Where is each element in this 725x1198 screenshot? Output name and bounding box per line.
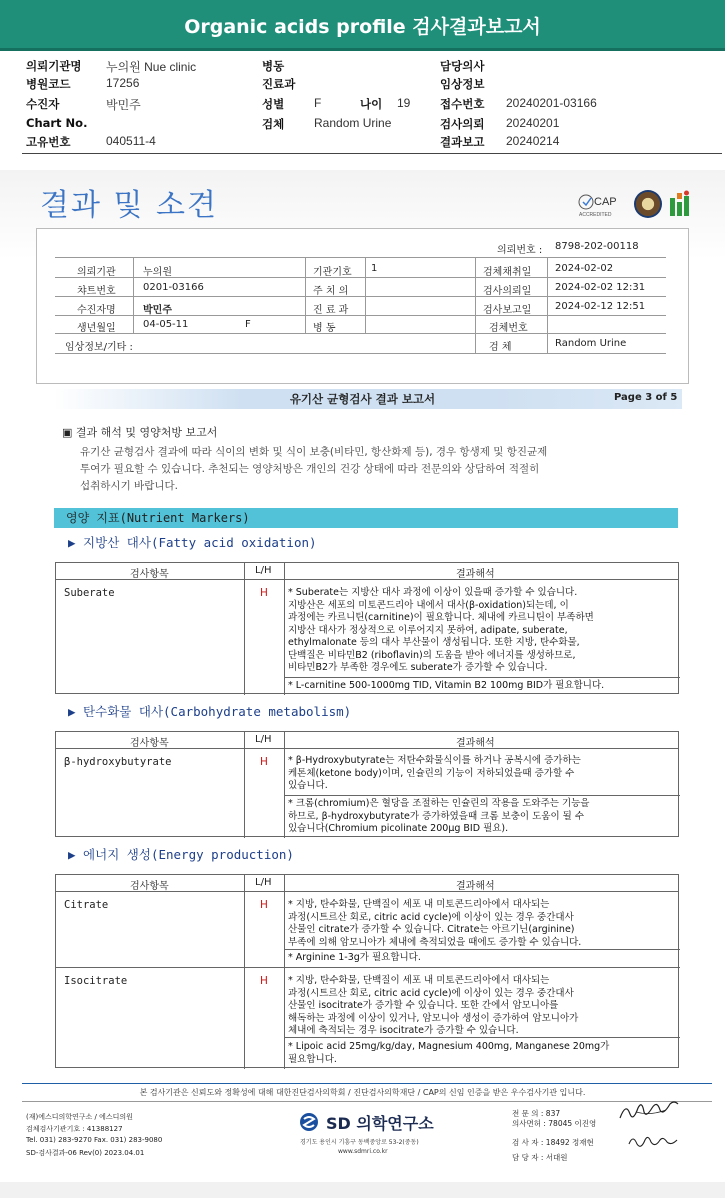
field-label: 생년월일	[77, 323, 116, 334]
field-label: 검사의뢰일	[483, 286, 532, 297]
header-value: 20240201-03166	[506, 96, 597, 110]
footer-divider	[22, 1101, 712, 1102]
signer-line: 담 당 자 : 서대원	[512, 1153, 568, 1162]
field-value: 2024-02-12 12:51	[555, 301, 646, 312]
interpretation-text: * β-Hydroxybutyrate는 저탄수화물식이를 하거나 공복시에 증가하는 케톤체(ketone body)이며, 인슐린의 기능이 저하되었을때 증가할 수 있습니다.	[288, 755, 581, 791]
intro-line: 유기산 균형검사 결과에 따라 식이의 변화 및 식이 보충(비타민, 항산화제 등), 경우 항생제 및 항진균제	[80, 446, 548, 458]
table-line	[284, 875, 285, 1069]
field-label: 수진자명	[77, 305, 116, 316]
section-title: ▶ 탄수화물 대사(Carbohydrate metabolism)	[68, 704, 352, 719]
recommendation-text: * L-carnitine 500-1000mg TID, Vitamin B2 100mg BID가 필요합니다.	[288, 680, 605, 691]
table-line	[284, 677, 680, 678]
header-value: 누의원 Nue clinic	[106, 60, 197, 74]
footer-contact: Tel. 031) 283-9270 Fax. 031) 283-9080	[26, 1136, 163, 1144]
header-item: 검사항목	[130, 569, 169, 580]
table-line	[305, 257, 306, 333]
field-value: 박민주	[143, 305, 172, 316]
specimen-label: 검 체	[489, 342, 512, 353]
header-item: 검사항목	[130, 881, 169, 892]
sd-website: www.sdmri.co.kr	[338, 1148, 388, 1155]
sd-brand-name: SD 의학연구소	[326, 1114, 434, 1133]
field-label: 검사보고일	[483, 305, 532, 316]
result-table	[55, 731, 679, 837]
field-label: 검체채취일	[483, 267, 532, 278]
clinical-info-label: 임상정보/기타 :	[65, 342, 133, 353]
intro-heading: ▣ 결과 해석 및 영양처방 보고서	[62, 426, 218, 439]
field-value: 04-05-11	[143, 319, 189, 330]
category-bar: 영양 지표(Nutrient Markers)	[54, 508, 678, 528]
request-number: 8798-202-00118	[555, 241, 639, 252]
header-label: 담당의사	[440, 59, 485, 73]
header-label: 병동	[262, 59, 285, 73]
header-value: 박민주	[106, 98, 141, 112]
signer-line: 검 사 자 : 18492 정재현	[512, 1138, 594, 1147]
table-line	[284, 732, 285, 838]
request-number-label: 의뢰번호 :	[497, 245, 543, 256]
table-line	[55, 296, 666, 297]
header-label: 수진자	[26, 97, 60, 111]
header-label: 접수번호	[440, 97, 485, 111]
header-value: 17256	[106, 76, 140, 90]
footer-divider	[22, 1083, 712, 1084]
interpretation-text: * Suberate는 지방산 대사 과정에 이상이 있을때 증가할 수 있습니다. 지방산은 세포의 미토콘드리아 내에서 대사(β-oxidation)되는데, 이 과정에는 카르니틴(carnitine)이 필요합니다. 체내에 카르니틴이 부족하면 지방산 대사가 정상적으로 이루어지지 못하여, adipate, suberate, ethylmalonate 등의 대사 부산물이 생성됩니다. 또한 지방, 탄수화물, 단백질은 비타민B2 (riboflavin)의 도움을 받아 에너지를 생성하므로, 비타민B2가 부족한 경우에도 suberate가 증가할 수 있습니다.	[288, 587, 594, 673]
banner-divider	[0, 48, 725, 51]
table-line	[55, 353, 666, 354]
table-line	[244, 732, 245, 838]
interpretation-text: * 지방, 탄수화물, 단백질이 세포 내 미토콘드리아에서 대사되는 과정(시트르산 회로, citric acid cycle)에 이상이 있는 경우 중간대사 산물인 isocitrate가 증가할 수 있습니다. 또한 간에서 암모니아를 해독하는 과정에 이상이 있거나, 암모니아 생성이 증가하여 암모니아가 체내에 축적되는 경우 isocitrate가 증가할 수 있습니다.	[288, 975, 579, 1036]
header-label: 병원코드	[26, 77, 71, 91]
field-label: 병 동	[313, 323, 336, 334]
table-header	[56, 563, 678, 580]
result-title: 결과 및 소견	[40, 188, 218, 223]
table-header	[56, 732, 678, 749]
field-label: 진 료 과	[313, 305, 349, 316]
patient-info-box	[36, 228, 689, 384]
field-value: 2024-02-02 12:31	[555, 282, 646, 293]
header-label: 임상정보	[440, 77, 485, 91]
lab-medicine-logo	[668, 190, 692, 218]
report-banner: Organic acids profile 검사결과보고서	[0, 0, 725, 50]
result-table	[55, 562, 679, 694]
table-line	[284, 563, 285, 695]
table-line	[284, 795, 680, 796]
sex-value: F	[245, 319, 251, 330]
accreditation-notice: 본 검사기관은 신뢰도와 정확성에 대해 대한진단검사의학회 / 진단검사의학재단 / CAP의 신임 인증을 받은 우수검사기관 입니다.	[139, 1088, 586, 1097]
field-label: 주 치 의	[313, 286, 349, 297]
header-item: 검사항목	[130, 738, 169, 749]
table-line	[244, 563, 245, 695]
test-item-name: Isocitrate	[64, 975, 128, 987]
header-label: 검사의뢰	[440, 117, 485, 131]
header-label: 의뢰기관명	[26, 59, 82, 73]
table-line	[284, 949, 680, 950]
high-flag: H	[260, 587, 268, 599]
test-item-name: Citrate	[64, 899, 109, 911]
header-value: F	[314, 96, 322, 110]
field-label: 의뢰기관	[77, 267, 116, 278]
header-lh: L/H	[255, 734, 272, 745]
table-header	[56, 875, 678, 892]
sd-logo-icon	[299, 1112, 325, 1132]
field-label: 기관기호	[313, 267, 352, 278]
signature-image	[616, 1100, 686, 1126]
header-label: 성별	[262, 97, 285, 111]
cap-accreditation-logo	[577, 190, 629, 220]
footer-form-id: SD-검사결과-06 Rev(0) 2023.04.01	[26, 1149, 145, 1157]
header-label: 검체	[262, 117, 285, 131]
header-lh: L/H	[255, 877, 272, 888]
table-line	[133, 257, 134, 333]
signer-line: 의사면허 : 78045 이진영	[512, 1119, 597, 1128]
header-interp: 결과해석	[456, 738, 495, 749]
header-divider	[22, 153, 722, 154]
footer-code: 검체검사기관기호 : 41388127	[26, 1125, 123, 1133]
header-value: 20240201	[506, 116, 560, 130]
header-value: 040511-4	[106, 134, 156, 148]
table-line	[475, 257, 476, 353]
cap-subtext: ACCREDITED	[579, 212, 612, 218]
intro-line: 투여가 필요할 수 있습니다. 추천되는 영양처방은 개인의 건강 상태에 따라 전문의와 상담하여 적절히	[80, 463, 540, 475]
section-title: ▶ 에너지 생성(Energy production)	[68, 847, 294, 862]
test-item-name: β-hydroxybutyrate	[64, 756, 172, 768]
cap-text: CAP	[594, 196, 617, 208]
table-line	[244, 875, 245, 1069]
signer-line: 전 문 의 : 837	[512, 1109, 561, 1118]
specimen-value: Random Urine	[555, 338, 627, 349]
signature-image	[626, 1130, 686, 1152]
footer-org: (재)에스디의학연구소 / 에스디의원	[26, 1113, 133, 1121]
recommendation-text: * Lipoic acid 25mg/kg/day, Magnesium 400mg, Manganese 20mg가 필요합니다.	[288, 1041, 610, 1065]
field-label: 챠트번호	[77, 286, 116, 297]
header-label: 고유번호	[26, 135, 71, 149]
header-interp: 결과해석	[456, 881, 495, 892]
table-line	[547, 257, 548, 353]
header-interp: 결과해석	[456, 569, 495, 580]
table-line	[56, 967, 680, 968]
report-subtitle: 유기산 균형검사 결과 보고서	[289, 392, 436, 406]
society-seal-logo	[634, 190, 662, 218]
table-line	[55, 333, 666, 334]
intro-line: 섭취하시기 바랍니다.	[80, 480, 178, 492]
page-number: Page 3 of 5	[614, 392, 678, 403]
age-label: 나이	[360, 97, 383, 111]
field-value: 누의원	[143, 267, 172, 278]
recommendation-text: * 크롬(chromium)은 혈당을 조절하는 인슐린의 작용을 도와주는 기능을 하므로, β-hydroxybutyrate가 증가하였을때 크롬 보충이 도움이 될 수 있습니다(Chromium picolinate 200μg BID 필요).	[288, 798, 590, 834]
high-flag: H	[260, 899, 268, 911]
page-bottom-strip	[0, 1182, 725, 1198]
table-line	[365, 257, 366, 333]
field-value: 0201-03166	[143, 282, 204, 293]
header-value: Random Urine	[314, 116, 392, 130]
result-table	[55, 874, 679, 1068]
intro-text	[80, 444, 660, 495]
sd-address: 경기도 용인시 기흥구 동백중앙로 53-2(중동)	[300, 1139, 419, 1146]
section-title: ▶ 지방산 대사(Fatty acid oxidation)	[68, 535, 317, 550]
header-label: 결과보고	[440, 135, 485, 149]
header-lh: L/H	[255, 565, 272, 576]
header-value: 20240214	[506, 134, 560, 148]
field-value: 2024-02-02	[555, 263, 614, 274]
recommendation-text: * Arginine 1-3g가 필요합니다.	[288, 952, 421, 963]
interpretation-text: * 지방, 탄수화물, 단백질이 세포 내 미토콘드리아에서 대사되는 과정(시트르산 회로, citric acid cycle)에 이상이 있는 경우 중간대사 산물인 citrate가 증가할 수 있습니다. Citrate는 아르기닌(arginine) 부족에 의해 암모니아가 체내에 축적되었을 때에도 증가할 수 있습니다.	[288, 899, 582, 948]
field-value: 1	[371, 263, 378, 274]
age-value: 19	[397, 96, 411, 110]
test-item-name: Suberate	[64, 587, 115, 599]
header-label: 진료과	[262, 77, 296, 91]
table-line	[55, 257, 666, 258]
field-label: 검체번호	[489, 323, 528, 334]
high-flag: H	[260, 975, 268, 987]
header-label: Chart No.	[26, 116, 88, 130]
high-flag: H	[260, 756, 268, 768]
